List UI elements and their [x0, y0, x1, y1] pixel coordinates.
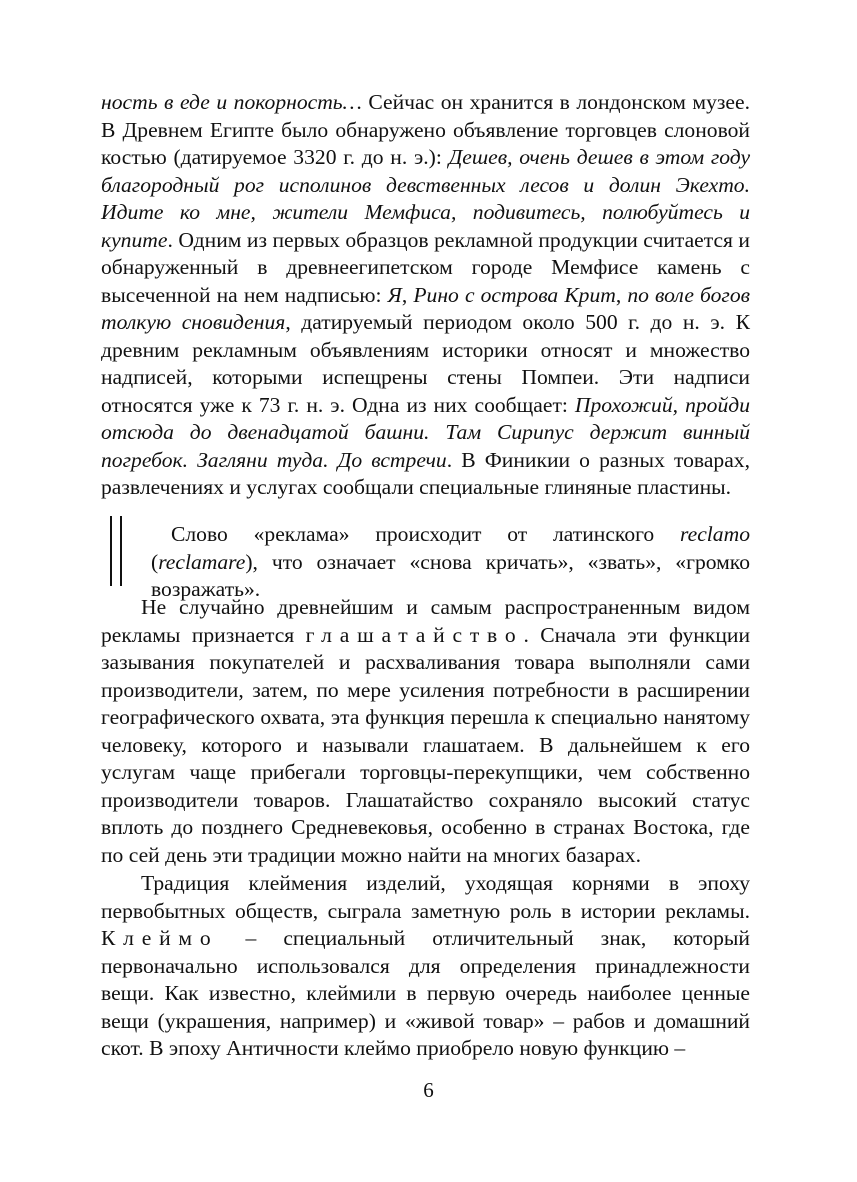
ivory-ad-quote: очень дешев в этом году благородный рог исполинов девственных лесов и долин Экехто. Идите ко мне	[101, 145, 751, 224]
latin-term: reclamare	[158, 549, 246, 574]
callout-text	[151, 521, 750, 604]
text-run: Сейчас он хранится в лондонском музее. В Древнем Египте было обнаружено объявление торговцев слоновой костью (датируемое 3320 г. до н. э.):	[101, 90, 750, 169]
text-run: (	[151, 549, 159, 574]
ivory-ad-quote: подивитесь, полюбуйтесь и купите	[101, 200, 751, 252]
text-run: ,	[401, 282, 414, 307]
stone-inscription-quote: Рино с острова Крит	[413, 282, 616, 307]
paragraph-3-text	[101, 870, 750, 1063]
definition-callout	[110, 516, 750, 601]
paragraph-3	[101, 870, 750, 1063]
stone-inscription-quote: Я	[387, 282, 402, 307]
text-run: , датируемый периодом около 500 г. до н. э. К древним рекламным объявлениям историки относят и множество надписей, которыми испещрены стены Помпеи. Эти надписи относятся уже к 73 г. н. э. Одна из них сообщает:	[101, 310, 750, 417]
text-run: . В Финикии о разных товарах, развлечениях и услугах сообщали специальные глиняные пластины.	[101, 447, 750, 499]
quote-fragment: ность в еде и покорность…	[101, 90, 362, 114]
ivory-ad-quote: Дешев	[448, 145, 508, 169]
callout-rule	[110, 516, 112, 586]
spaced-term: Клеймо	[101, 926, 219, 950]
pompeii-inscription-quote: ,	[672, 392, 686, 417]
page-number: 6	[423, 1078, 434, 1102]
pompeii-inscription-quote: Прохожий	[574, 392, 673, 417]
ivory-ad-quote: ,	[507, 145, 520, 169]
text-run: – специальный отличительный знак, который первоначально использовался для определения принадлежности вещи. Как известно, клеймили в первую очередь наиболее ценные вещи (украшения, например) и «живой товар» – рабов и домашний скот. В эпоху Античности клеймо приобрело новую функцию –	[101, 926, 750, 1060]
stone-inscription-quote: по воле богов толкую сновидения	[101, 282, 751, 334]
paragraph-1	[101, 89, 750, 502]
ivory-ad-quote: ,	[450, 200, 473, 224]
text-run: . Одним из первых образцов рекламной продукции считается и обнаруженный в древнеегипетском городе Мемфисе камень с высеченной на нем надписью:	[101, 227, 750, 307]
text-run: Слово «реклама» происходит от латинского	[171, 522, 681, 546]
text-run: ), что означает «снова кричать», «звать», «громко возражать».	[151, 549, 750, 601]
paragraph-1-text	[101, 89, 750, 502]
latin-term: reclamo	[680, 522, 750, 546]
text-run: Традиция клеймения изделий, уходящая корнями в эпоху первобытных обществ, сыграла заметную роль в истории рекламы.	[101, 871, 750, 923]
ivory-ad-quote: жители Мемфиса	[272, 200, 451, 224]
spaced-term: глашатайство	[305, 622, 524, 647]
ivory-ad-quote: ,	[250, 200, 273, 224]
paragraph-2-text	[101, 594, 750, 869]
text-run: Не случайно древнейшим и самым распространенным видом рекламы признается	[101, 595, 750, 647]
paragraph-2	[101, 594, 750, 869]
callout-rule	[120, 516, 122, 586]
pompeii-inscription-quote: пройди отсюда до двенадцатой башни. Там Сирипус держит винный погребок. Загляни туда. До встречи	[101, 392, 750, 472]
text-run: ,	[615, 282, 628, 307]
text-run: . Сначала эти функции зазывания покупателей и расхваливания товара выполняли сами производители, затем, по мере усиления потребности в расширении географического охвата, эта функция перешла к специально нанятому человеку, которого и называли глашатаем. В дальнейшем к его услугам чаще прибегали торговцы-перекупщики, чем собственно производители товаров. Глашатайство сохраняло высокий статус вплоть до позднего Средневековья, особенно в странах Востока, где по сей день эти традиции можно найти на многих базарах.	[101, 622, 750, 867]
